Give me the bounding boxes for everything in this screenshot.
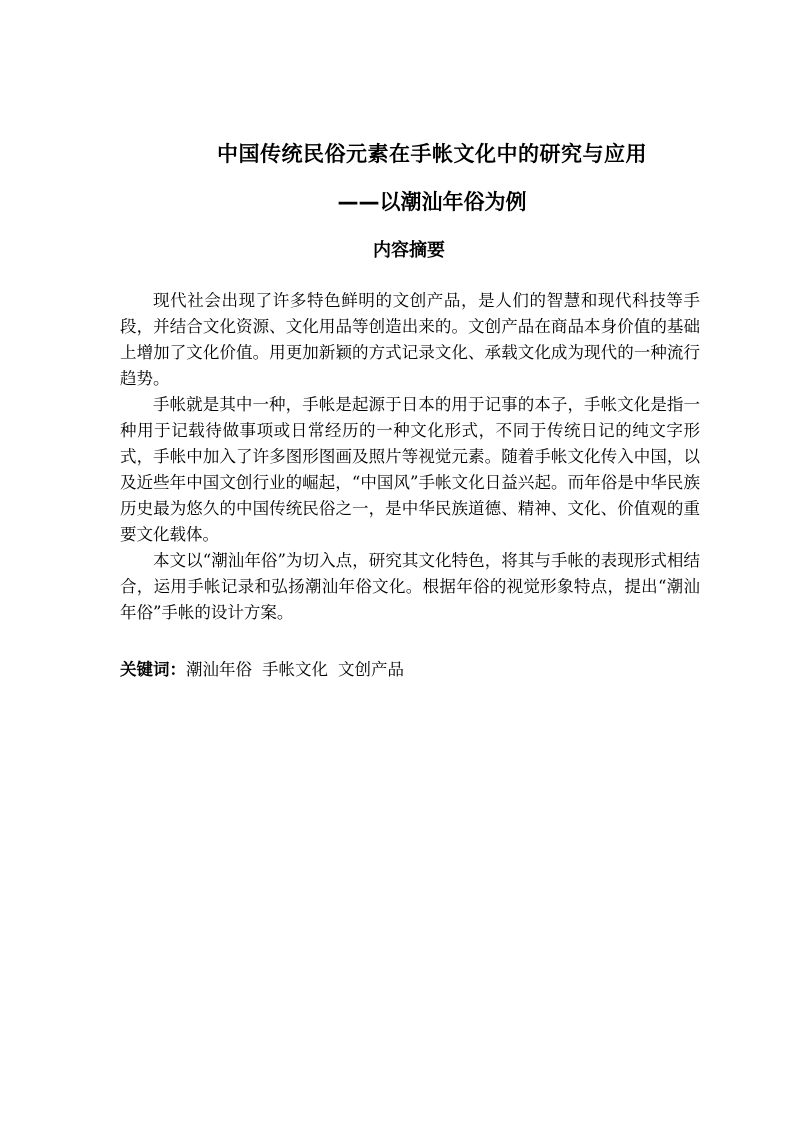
abstract-paragraph-3: 本文以“潮汕年俗”为切入点，研究其文化特色，将其与手帐的表现形式相结合，运用手帐记录和弘扬潮汕年俗文化。根据年俗的视觉形象特点，提出“潮汕年俗”手帐的设计方案。: [120, 551, 700, 622]
keyword-item: 潮汕年俗: [186, 660, 252, 679]
abstract-heading: 内容摘要: [373, 240, 445, 261]
abstract-body: [120, 288, 700, 626]
keyword-item: 文创产品: [338, 660, 404, 679]
document-title: 中国传统民俗元素在手帐文化中的研究与应用: [217, 142, 647, 166]
abstract-paragraph-1: 现代社会出现了许多特色鲜明的文创产品，是人们的智慧和现代科技等手段，并结合文化资源、文化用品等创造出来的。文创产品在商品本身价值的基础上增加了文化价值。用更加新颖的方式记录文化、承载文化成为现代的一种流行趋势。: [120, 291, 700, 388]
abstract-paragraph-2: 手帐就是其中一种，手帐是起源于日本的用于记事的本子，手帐文化是指一种用于记载待做事项或日常经历的一种文化形式，不同于传统日记的纯文字形式，手帐中加入了许多图形图画及照片等视觉元素。随着手帐文化传入中国，以及近些年中国文创行业的崛起，“中国风”手帐文化日益兴起。而年俗是中华民族历史最为悠久的中国传统民俗之一，是中华民族道德、精神、文化、价值观的重要文化载体。: [120, 395, 700, 544]
keyword-item: 手帐文化: [262, 660, 328, 679]
keywords-label: 关键词：: [120, 660, 186, 679]
document-subtitle: ——以潮汕年俗为例: [337, 190, 527, 214]
keywords-line: [120, 657, 700, 683]
